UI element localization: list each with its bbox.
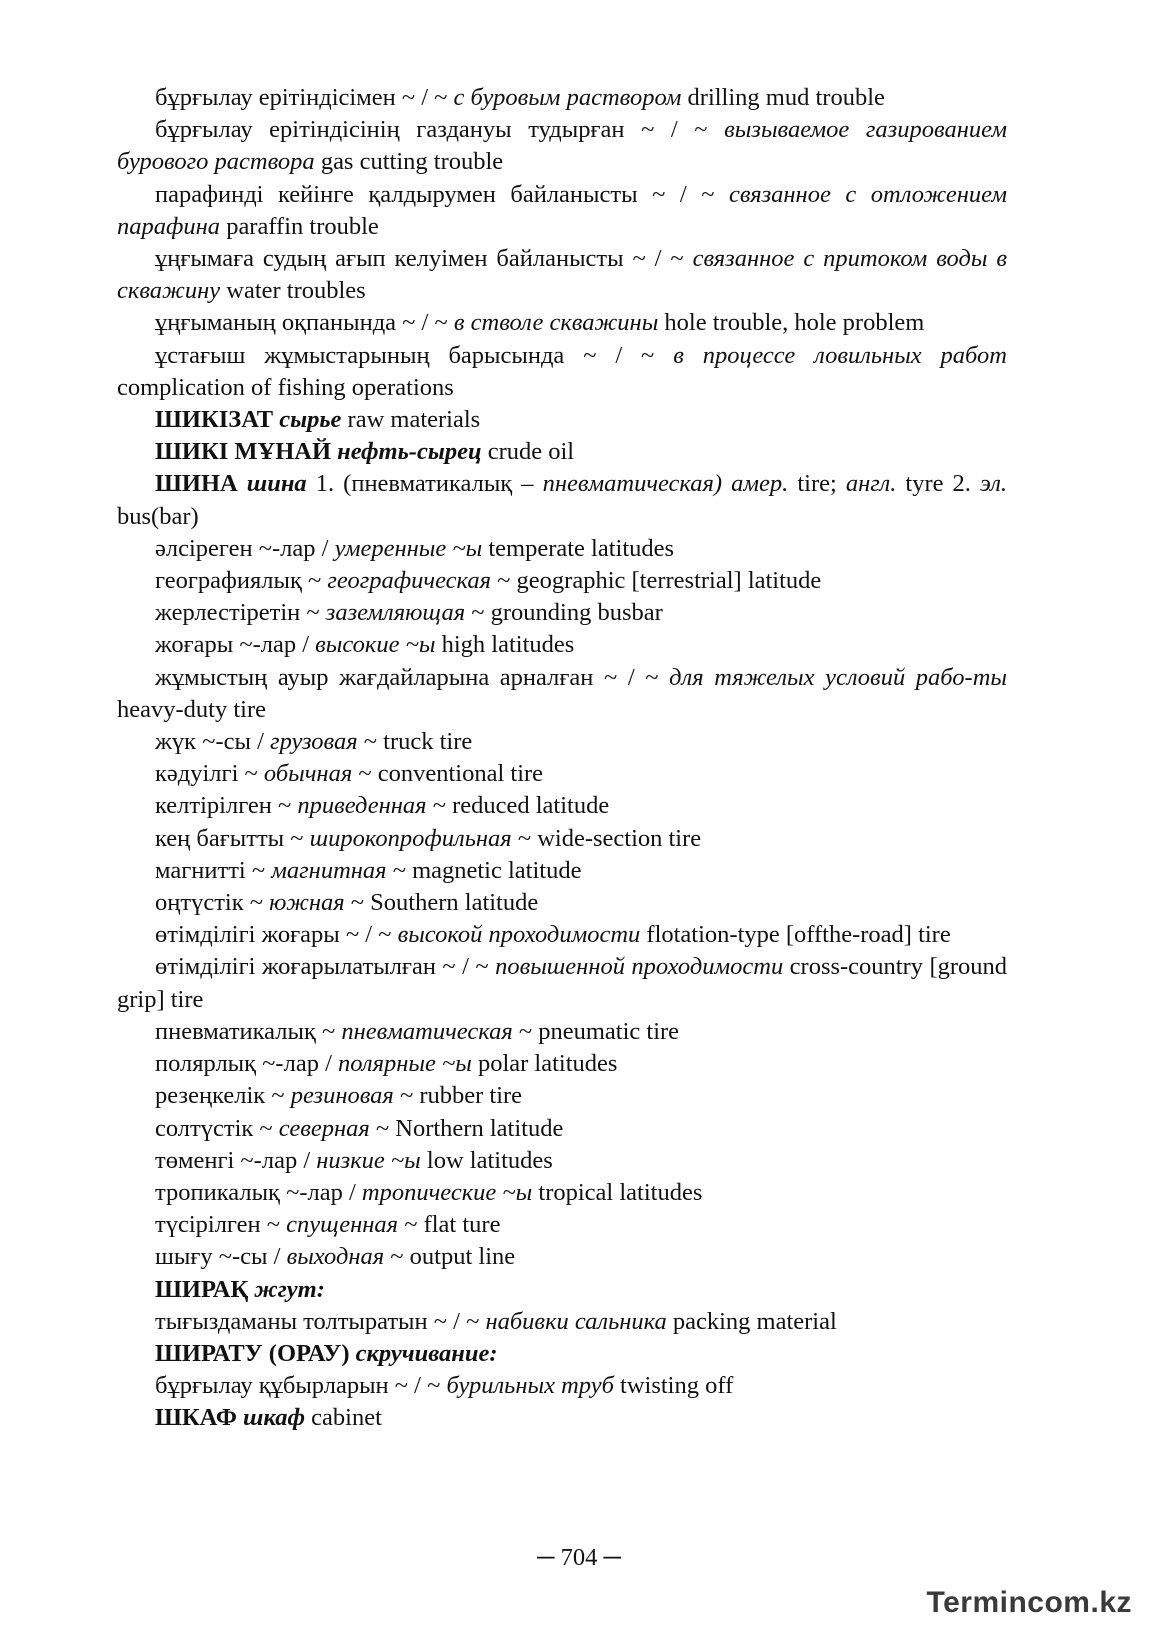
entry-line: түсірілген ~ спущенная ~ flat ture <box>155 1211 501 1239</box>
entry-line: бұрғылау ерітіндісінің газдануы тудырған ~ / ~ вызываемое газированием бурового раствора gas cutting trouble <box>117 116 1007 176</box>
entry-line: ұңғыманың оқпанында ~ / ~ в стволе скважины hole trouble, hole problem <box>155 309 925 337</box>
entry-line: ұстағыш жұмыстарының барысында ~ / ~ в процессе ловильных работ complication of fishing operations <box>117 341 1007 401</box>
entry-line: тропикалық ~-лар / тропические ~ы tropical latitudes <box>155 1178 703 1206</box>
entry-line: жұмыстың ауыр жағдайларына арналған ~ / ~ для тяжелых условий рабо-ты heavy-duty tire <box>117 663 1007 723</box>
entry-line: жерлестіретін ~ заземляющая ~ grounding busbar <box>155 599 663 627</box>
entry-line: пневматикалық ~ пневматическая ~ pneumatic tire <box>155 1017 680 1045</box>
headword-entry: ШИНА шина 1. (пневматикалық – пневматическая) амер. tire; англ. tyre 2. эл. bus(bar) <box>117 470 1008 530</box>
entry-line: бұрғылау ерітіндісімен ~ / ~ с буровым раствором drilling mud trouble <box>155 84 885 111</box>
entry-line: магнитті ~ магнитная ~ magnetic latitude <box>155 856 582 884</box>
site-logo: Termincom.kz <box>926 1586 1132 1619</box>
entry-line: келтірілген ~ приведенная ~ reduced latitude <box>155 792 610 820</box>
entry-line: полярлық ~-лар / полярные ~ы polar latitudes <box>155 1050 618 1078</box>
entry-line: кең бағытты ~ широкопрофильная ~ wide-section tire <box>155 824 702 852</box>
entry-line: ұңғымаға судың ағып келуімен байланысты ~ / ~ связанное с притоком воды в скважину water troubles <box>117 245 1007 305</box>
page-number: ─ 704 ─ <box>537 1544 621 1571</box>
entry-line: жоғары ~-лар / высокие ~ы high latitudes <box>155 631 575 659</box>
entry-line: төменгі ~-лар / низкие ~ы low latitudes <box>155 1146 553 1174</box>
headword-entry: ШИРАҚ жгут: <box>155 1275 325 1303</box>
headword-entry: ШКАФ шкаф cabinet <box>155 1404 382 1432</box>
entry-line: өтімділігі жоғарылатылған ~ / ~ повышенной проходимости cross-country [ground grip] tire <box>117 953 1008 1013</box>
entry-line: шығу ~-сы / выходная ~ output line <box>155 1243 516 1271</box>
entry-line: бұрғылау құбырларын ~ / ~ бурильных труб twisting off <box>155 1372 734 1400</box>
headword-entry: ШИРАТУ (ОРАУ) скручивание: <box>155 1339 498 1367</box>
entry-line: географиялық ~ географическая ~ geographic [terrestrial] latitude <box>155 567 822 595</box>
entry-line: жүк ~-сы / грузовая ~ truck tire <box>155 728 473 756</box>
entry-line: өтімділігі жоғары ~ / ~ высокой проходимости flotation-type [offthe-road] tire <box>155 921 951 949</box>
entry-line: кәдуілгі ~ обычная ~ conventional tire <box>155 760 544 788</box>
entry-line: солтүстік ~ северная ~ Northern latitude <box>155 1114 564 1142</box>
entry-line: оңтүстік ~ южная ~ Southern latitude <box>155 889 539 917</box>
dictionary-page <box>117 82 1007 1435</box>
entry-line: парафинді кейінге қалдырумен байланысты ~ / ~ связанное с отложением парафина paraffin trouble <box>117 180 1007 240</box>
headword-entry: ШИКІЗАТ сырье raw materials <box>155 406 481 434</box>
entry-line: тығыздаманы толтыратын ~ / ~ набивки сальника packing material <box>155 1307 837 1335</box>
entry-line: әлсіреген ~-лар / умеренные ~ы temperate latitudes <box>155 534 675 562</box>
headword-entry: ШИКІ МҰНАЙ нефть-сырец crude oil <box>155 438 575 466</box>
entry-line: резеңкелік ~ резиновая ~ rubber tire <box>155 1082 523 1110</box>
